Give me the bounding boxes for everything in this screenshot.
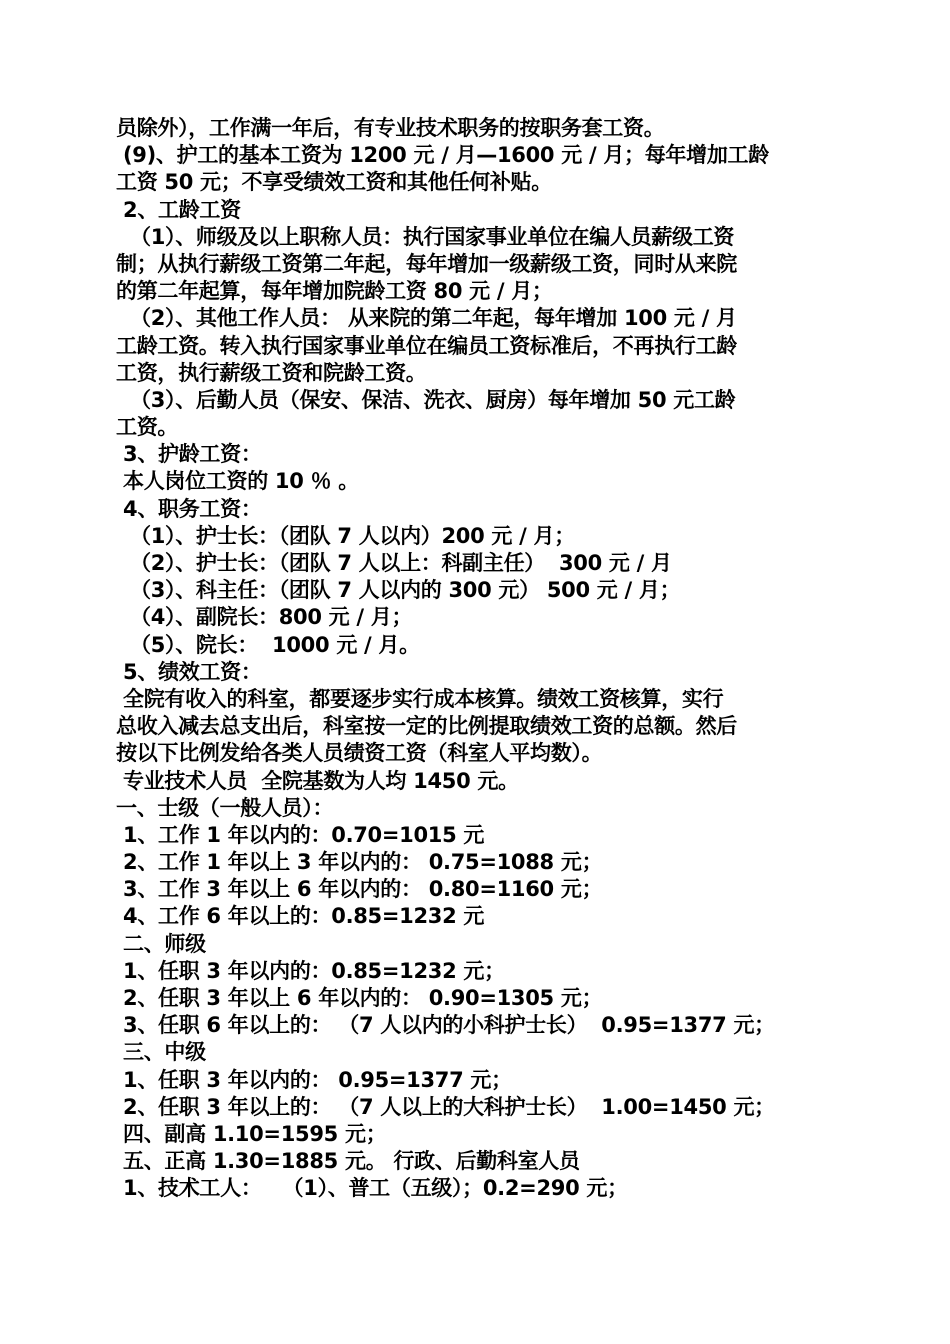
list-item: （4）、副院长：800 元 / 月； — [116, 605, 413, 630]
text-line: 全院有收入的科室，都要逐步实行成本核算。绩效工资核算，实行 — [116, 686, 724, 711]
section-heading: 3、护龄工资： — [116, 442, 262, 467]
list-item: 3、工作 3 年以上 6 年以内的： 0.80=1160 元； — [116, 877, 603, 902]
section-heading: 5、绩效工资： — [116, 659, 262, 684]
section-heading: 一、士级（一般人员）： — [116, 795, 334, 820]
list-item: （1）、护士长：（团队 7 人以内）200 元 / 月； — [116, 523, 575, 548]
text-line: （3）、后勤人员（保安、保洁、洗衣、厨房）每年增加 50 元工龄 — [116, 387, 736, 412]
section-heading: 四、副高 1.10=1595 元； — [116, 1121, 387, 1146]
text-line: 工龄工资。转入执行国家事业单位在编员工资标准后，不再执行工龄 — [116, 333, 737, 358]
text-line: 工资 50 元；不享受绩效工资和其他任何补贴。 — [116, 170, 552, 195]
text-line: 的第二年起算，每年增加院龄工资 80 元 / 月； — [116, 279, 553, 304]
text-line: 工资。 — [116, 415, 179, 440]
text-line: 工资，执行薪级工资和院龄工资。 — [116, 360, 427, 385]
list-item: 3、任职 6 年以上的： （7 人以内的小科护士长） 0.95=1377 元； — [116, 1013, 775, 1038]
text-line: 员除外），工作满一年后，有专业技术职务的按职务套工资。 — [116, 116, 665, 140]
text-line: 本人岗位工资的 10 ％ 。 — [116, 469, 359, 494]
text-line: 制；从执行薪级工资第二年起，每年增加一级薪级工资，同时从来院 — [116, 251, 737, 276]
text-line: 专业技术人员 全院基数为人均 1450 元。 — [116, 768, 519, 793]
section-heading: 二、师级 — [116, 931, 206, 956]
list-item: 2、工作 1 年以上 3 年以内的： 0.75=1088 元； — [116, 850, 603, 875]
section-heading: 三、中级 — [116, 1040, 206, 1065]
text-line: （1）、师级及以上职称人员：执行国家事业单位在编人员薪级工资 — [116, 224, 735, 249]
list-item: （2）、护士长：（团队 7 人以上：科副主任） 300 元 / 月 — [116, 551, 672, 575]
document-body — [116, 115, 841, 1203]
list-item: （5）、院长： 1000 元 / 月。 — [116, 632, 420, 657]
section-heading: 2、工龄工资 — [116, 197, 241, 222]
list-item: 1、任职 3 年以内的：0.85=1232 元； — [116, 958, 505, 983]
list-item: 4、工作 6 年以上的：0.85=1232 元 — [116, 904, 485, 929]
list-item: 2、任职 3 年以上 6 年以内的： 0.90=1305 元； — [116, 986, 603, 1010]
text-line: (9)、护工的基本工资为 1200 元 / 月—1600 元 / 月；每年增加工龄 — [116, 143, 769, 168]
section-heading: 五、正高 1.30=1885 元。 行政、后勤科室人员 — [116, 1149, 580, 1174]
list-item: （3）、科主任：（团队 7 人以内的 300 元） 500 元 / 月； — [116, 578, 681, 603]
section-heading: 4、职务工资： — [116, 496, 262, 521]
list-item: 1、工作 1 年以内的：0.70=1015 元 — [116, 822, 485, 847]
text-line: 总收入减去总支出后，科室按一定的比例提取绩效工资的总额。然后 — [116, 714, 737, 739]
list-item: 2、任职 3 年以上的： （7 人以上的大科护士长） 1.00=1450 元； — [116, 1094, 775, 1119]
text-line: （2）、其他工作人员： 从来院的第二年起，每年增加 100 元 / 月 — [116, 306, 737, 331]
text-line: 按以下比例发给各类人员绩资工资（科室人平均数）。 — [116, 741, 603, 766]
list-item: 1、任职 3 年以内的： 0.95=1377 元； — [116, 1067, 512, 1092]
list-item: 1、技术工人： （1）、普工（五级）；0.2=290 元； — [116, 1176, 628, 1201]
